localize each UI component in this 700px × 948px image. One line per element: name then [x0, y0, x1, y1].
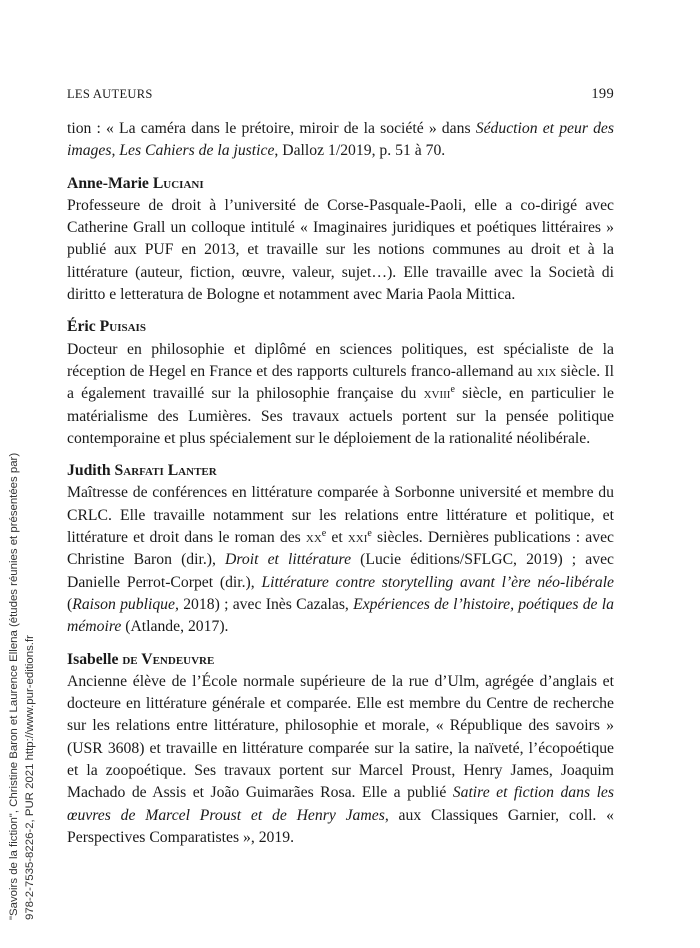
- author-name: [67, 649, 614, 671]
- italic-title: Séduction et peur des images: [67, 120, 614, 160]
- author-first-name: Isabelle: [67, 650, 119, 668]
- text-run: siècle, en particulier le matérialisme des Lumières. Ses travaux actuels portent sur la pensée politique contemporaine et plus spécialement sur le déploiement de la rationalité néolibérale.: [67, 385, 614, 447]
- author-name: [67, 173, 614, 195]
- sidebar-isbn-url: 978-2-7535-8226-2, PUR 2021 http://www.pur-editions.fr: [24, 635, 36, 920]
- author-bio: Professeure de droit à l’université de Corse-Pasquale-Paoli, elle a co-dirigé avec Catherine Grall un colloque intitulé « Imaginaires juridiques et poétiques littéraires » publié aux PUF en 2013, et travaille sur les notions communes au droit et à la littérature (auteur, fiction, œuvre, valeur, sujet…). Elle travaille avec la Società di diritto e letteratura de Bologne et notamment avec Maria Paola Mittica.: [67, 196, 614, 304]
- text-run: , aux Classiques Garnier, coll. « Perspectives Comparatistes », 2019.: [67, 806, 614, 846]
- author-first-name: Anne-Marie: [67, 174, 149, 192]
- author-entry-luciani: [67, 173, 614, 307]
- continuation-paragraph: [67, 118, 614, 163]
- section-title: LES AUTEURS: [67, 87, 153, 101]
- text-run: (Atlande, 2017).: [121, 618, 229, 636]
- author-entry-puisais: [67, 316, 614, 450]
- superscript: e: [321, 527, 327, 539]
- author-last-name: Luciani: [152, 174, 204, 192]
- text-run: siècle. Il a également travaillé sur la philosophie française du: [67, 362, 614, 403]
- page-content: [67, 118, 614, 849]
- copyright-sidebar: [6, 280, 38, 920]
- text-run: et: [326, 529, 348, 547]
- author-last-name: Sarfati Lanter: [114, 462, 217, 480]
- author-bio: [67, 671, 614, 849]
- italic-title: Littérature contre storytelling avant l’ère néo-libérale: [261, 573, 615, 591]
- century-numeral: xix: [536, 362, 557, 380]
- superscript: e: [367, 527, 372, 539]
- text-run: 2018) ; avec Inès Cazalas,: [178, 595, 354, 613]
- text-run: ,: [111, 142, 120, 160]
- running-header: [67, 86, 614, 103]
- century-numeral: xxi: [347, 529, 368, 547]
- text-run: (: [67, 595, 73, 613]
- italic-title: Droit et littérature: [225, 551, 352, 569]
- italic-title: Les Cahiers de la justice: [119, 142, 275, 160]
- century-numeral: xx: [305, 529, 322, 547]
- text-run: siècles. Dernières publications : avec Christine Baron (dir.),: [67, 529, 614, 569]
- italic-title: Expériences de l’histoire, poétiques de la mémoire: [67, 595, 614, 636]
- sidebar-citation: "Savoirs de la fiction", Christine Baron et Laurence Ellena (études réunies et présentées par): [8, 452, 20, 920]
- author-bio: [67, 339, 614, 450]
- page-number: 199: [591, 86, 614, 102]
- author-first-name: Éric: [67, 318, 96, 336]
- author-name: [67, 316, 614, 338]
- author-bio: [67, 482, 614, 638]
- text-run: tion : « La caméra dans le prétoire, miroir de la société » dans: [67, 120, 476, 137]
- text-run: (Lucie éditions/SFLGC, 2019) ; avec Danielle Perrot-Corpet (dir.),: [67, 551, 614, 591]
- text-run: Docteur en philosophie et diplômé en sciences politiques, est spécialiste de la réception de Hegel en France et des rapports culturels franco-allemand au: [67, 340, 614, 380]
- author-entry-vendeuvre: [67, 649, 614, 850]
- author-last-name: de Vendeuvre: [122, 650, 215, 668]
- text-run: Ancienne élève de l’École normale supérieure de la rue d’Ulm, agrégée d’anglais et docteure en littérature générale et comparée. Elle est membre du Centre de recherche sur les relations entre littérature, philosophie et morale, « République des savoirs » (USR 3608) et travaille en littérature comparée sur la satire, la naïveté, l’écopoétique et la zoopoétique. Ses travaux portent sur Marcel Proust, Henry James, Joaquim Machado de Assis et João Guimarães Rosa. Elle a publié: [67, 672, 614, 802]
- text-run: , Dalloz 1/2019, p. 51 à 70.: [274, 142, 446, 160]
- text-run: Maîtresse de conférences en littérature comparée à Sorbonne université et membre du CRLC. Elle travaille notamment sur les relations entre littérature et politique, et littérature et droit dans le roman des: [67, 484, 614, 547]
- superscript: e: [450, 384, 455, 396]
- italic-title: Raison publique,: [72, 595, 179, 613]
- author-first-name: Judith: [67, 462, 111, 480]
- italic-title: Satire et fiction dans les œuvres de Marcel Proust et de Henry James: [67, 784, 614, 824]
- author-name: [67, 460, 614, 482]
- century-numeral: xviii: [423, 385, 451, 403]
- author-last-name: Puisais: [99, 318, 146, 336]
- author-entry-sarfati: [67, 460, 614, 638]
